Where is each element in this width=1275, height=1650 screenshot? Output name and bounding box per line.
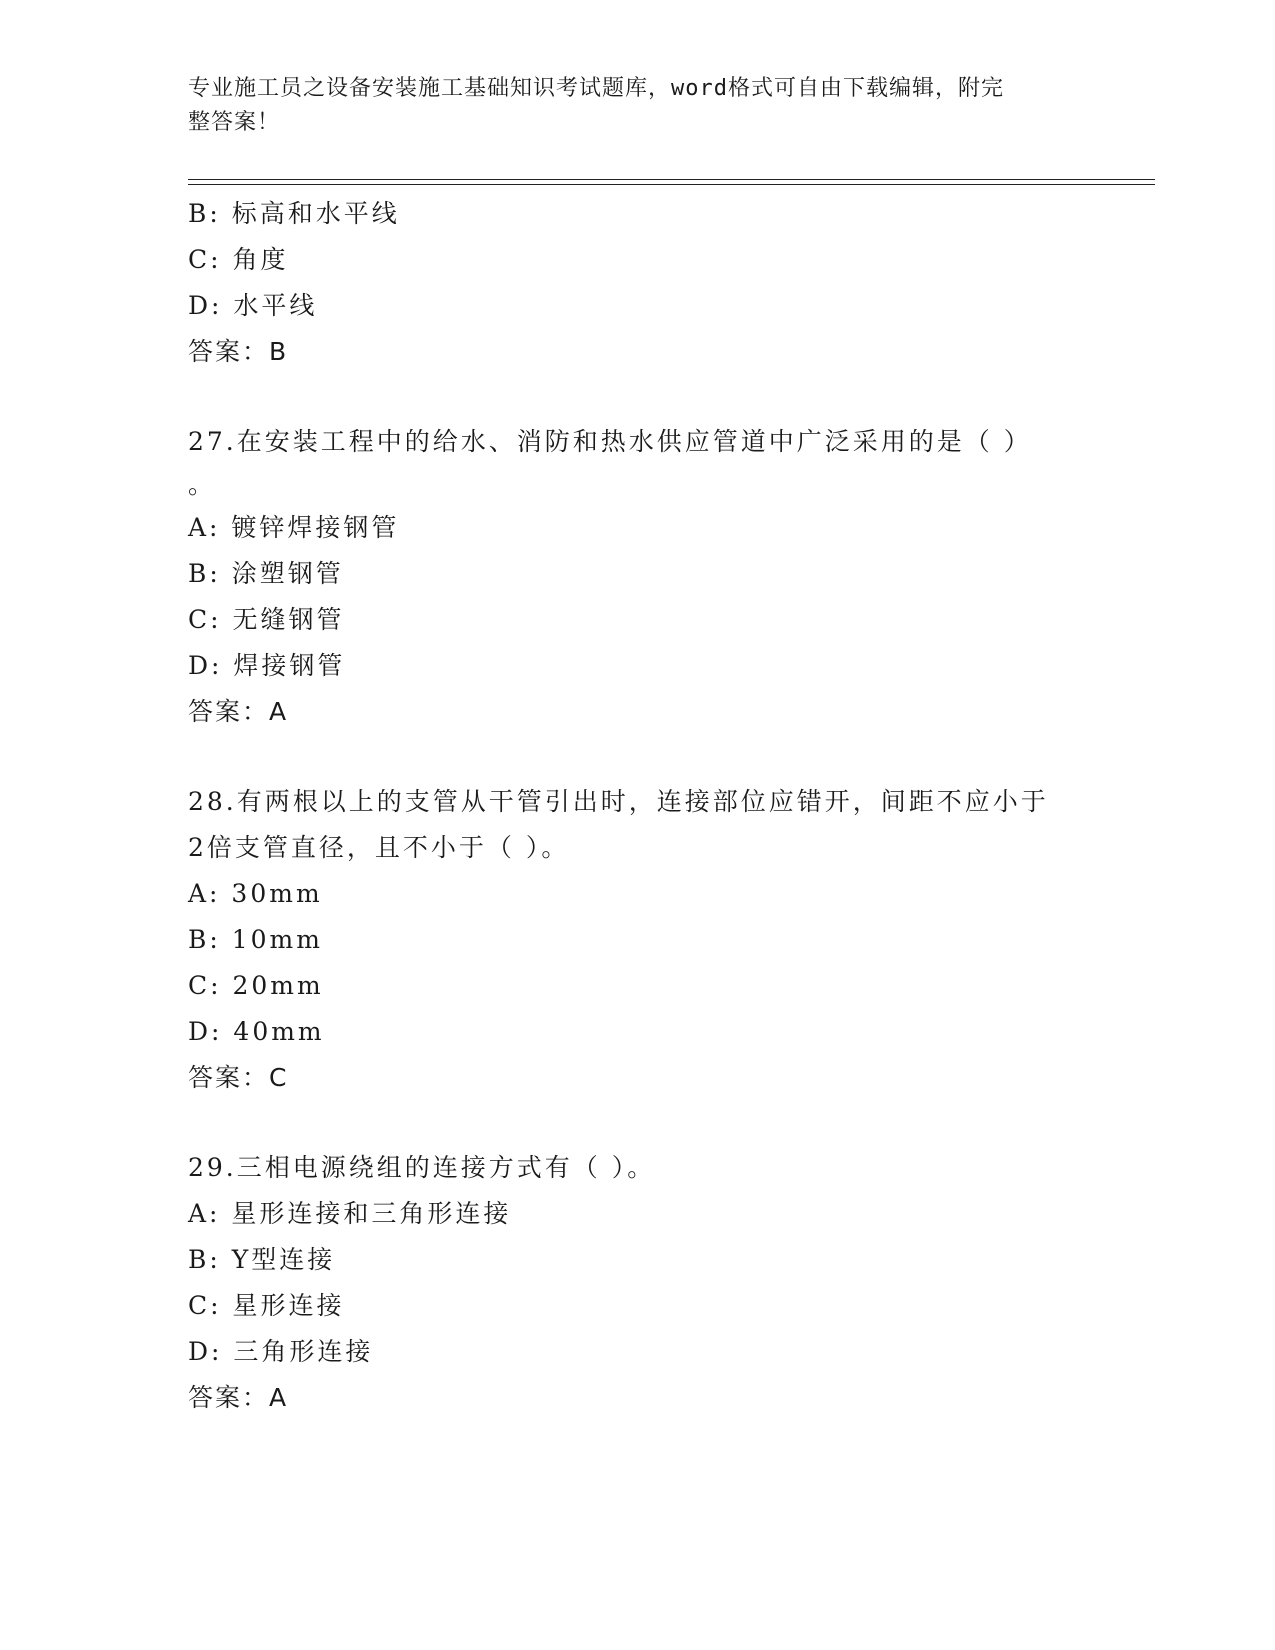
question-stem-continued: 2倍支管直径，且不小于（ ）。 — [188, 833, 570, 862]
option-d: D: 水平线 — [188, 291, 318, 320]
question-stem: 27.在安装工程中的给水、消防和热水供应管道中广泛采用的是（ ） — [188, 427, 1032, 456]
answer: 答案：A — [188, 1383, 289, 1412]
answer: 答案：B — [188, 337, 289, 366]
option-c: C: 无缝钢管 — [188, 605, 345, 634]
header-line-2: 整答案！ — [188, 110, 281, 135]
spacer — [188, 375, 1088, 419]
question-27 — [188, 419, 1088, 735]
option-d: D: 焊接钢管 — [188, 651, 346, 680]
question-28 — [188, 779, 1088, 1101]
option-c: C: 20mm — [188, 971, 324, 1000]
option-b: B: 10mm — [188, 925, 323, 954]
question-stem: 29.三相电源绕组的连接方式有（ ）。 — [188, 1153, 656, 1182]
option-b: B: 涂塑钢管 — [188, 559, 344, 588]
option-c: C: 星形连接 — [188, 1291, 345, 1320]
option-d: D: 40mm — [188, 1017, 325, 1046]
question-29 — [188, 1145, 1088, 1421]
option-a: A: 30mm — [188, 879, 323, 908]
question-list — [188, 191, 1088, 1421]
answer: 答案：C — [188, 1063, 289, 1092]
spacer — [188, 1101, 1088, 1145]
header-divider-bottom — [188, 184, 1155, 185]
option-b: B: 标高和水平线 — [188, 199, 400, 228]
option-c: C: 角度 — [188, 245, 289, 274]
spacer — [188, 735, 1088, 779]
question-stem-continued: 。 — [188, 470, 217, 499]
option-b: B: Y型连接 — [188, 1245, 336, 1274]
answer: 答案：A — [188, 697, 289, 726]
document-header — [188, 72, 1068, 140]
option-a: A: 镀锌焊接钢管 — [188, 513, 400, 542]
question-26 — [188, 191, 1088, 375]
header-line-1: 专业施工员之设备安装施工基础知识考试题库，word格式可自由下载编辑，附完 — [188, 76, 1004, 101]
header-divider-top — [188, 179, 1155, 180]
question-stem: 28.有两根以上的支管从干管引出时，连接部位应错开，间距不应小于 — [188, 787, 1049, 816]
option-a: A: 星形连接和三角形连接 — [188, 1199, 512, 1228]
option-d: D: 三角形连接 — [188, 1337, 374, 1366]
